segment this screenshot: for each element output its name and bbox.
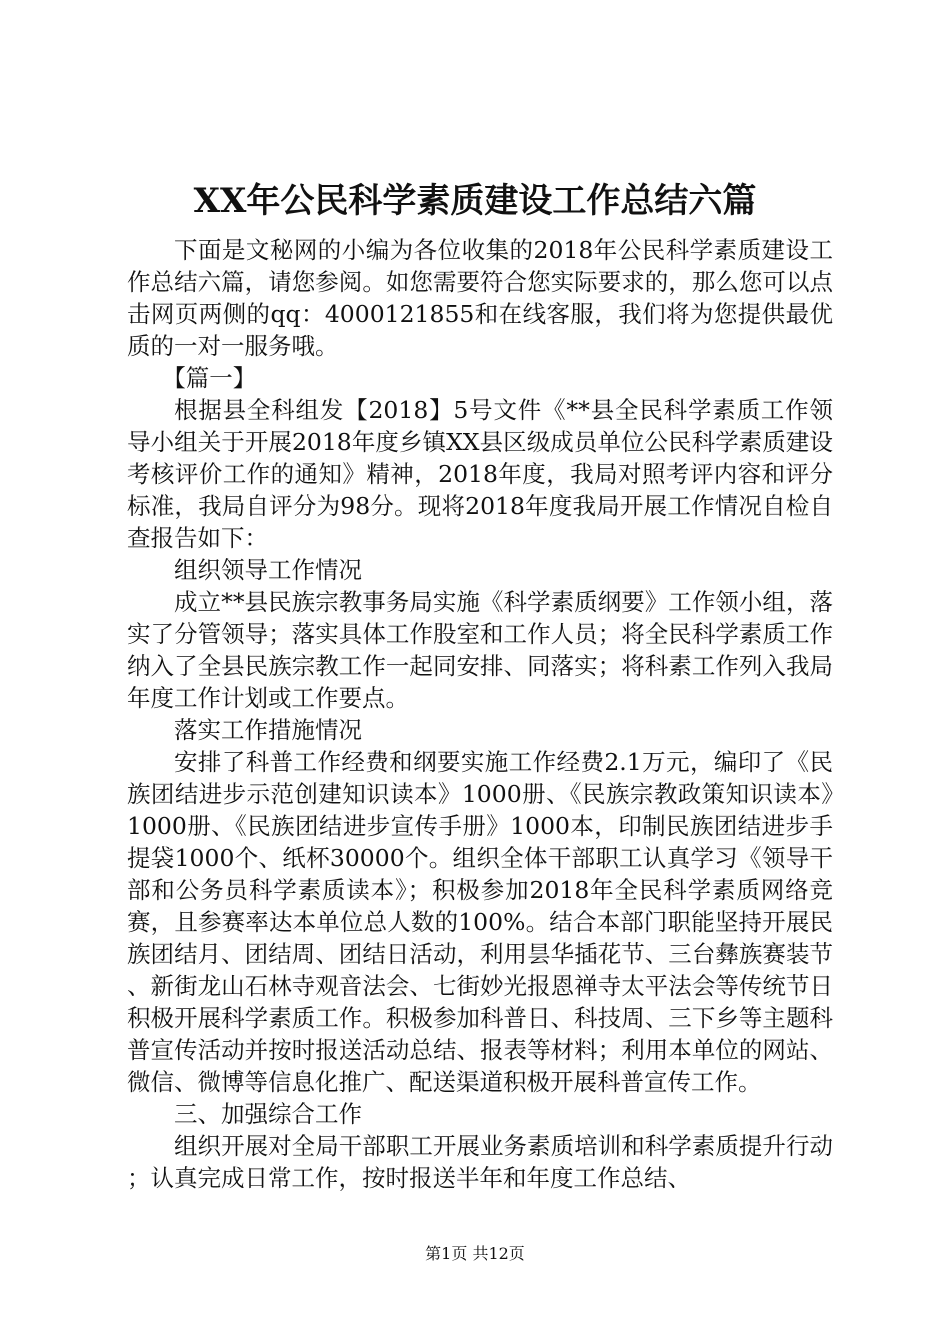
- intro-paragraph: 下面是文秘网的小编为各位收集的2018年公民科学素质建设工作总结六篇，请您参阅。如您需要符合您实际要求的，那么您可以点击网页两侧的qq：4000121855和在线客服，我们将为您提供最优质的一对一服务哦。: [127, 236, 833, 360]
- page-number-footer: 第1页 共12页: [425, 1244, 525, 1263]
- subheading-measures: 落实工作措施情况: [174, 716, 362, 744]
- document-body: [127, 234, 833, 1194]
- body-paragraph: 组织开展对全局干部职工开展业务素质培训和科学素质提升行动；认真完成日常工作，按时报送半年和年度工作总结、: [127, 1132, 833, 1192]
- subheading-organization: 组织领导工作情况: [174, 556, 362, 584]
- document-title: XX年公民科学素质建设工作总结六篇: [193, 181, 757, 221]
- body-paragraph: 根据县全科组发【2018】5号文件《**县全民科学素质工作领导小组关于开展2018年度乡镇XX县区级成员单位公民科学素质建设考核评价工作的通知》精神，2018年度，我局对照考评内容和评分标准，我局自评分为98分。现将2018年度我局开展工作情况自检自查报告如下：: [127, 396, 833, 552]
- body-paragraph: 安排了科普工作经费和纲要实施工作经费2.1万元，编印了《民族团结进步示范创建知识读本》1000册、《民族宗教政策知识读本》1000册、《民族团结进步宣传手册》1000本，印制民族团结进步手提袋1000个、纸杯30000个。组织全体干部职工认真学习《领导干部和公务员科学素质读本》；积极参加2018年全民科学素质网络竞赛，且参赛率达本单位总人数的100%。结合本部门职能坚持开展民族团结月、团结周、团结日活动，利用昙华插花节、三台彝族赛装节、新街龙山石林寺观音法会、七街妙光报恩禅寺太平法会等传统节日积极开展科学素质工作。积极参加科普日、科技周、三下乡等主题科普宣传活动并按时报送活动总结、报表等材料；利用本单位的网站、微信、微博等信息化推广、配送渠道积极开展科普宣传工作。: [127, 748, 833, 1096]
- section-heading-part-one: 【篇一】: [162, 364, 257, 392]
- body-paragraph: 成立**县民族宗教事务局实施《科学素质纲要》工作领小组，落实了分管领导；落实具体工作股室和工作人员；将全民科学素质工作纳入了全县民族宗教工作一起同安排、同落实；将科素工作列入我局年度工作计划或工作要点。: [127, 588, 833, 712]
- subheading-comprehensive-work: 三、加强综合工作: [174, 1100, 362, 1128]
